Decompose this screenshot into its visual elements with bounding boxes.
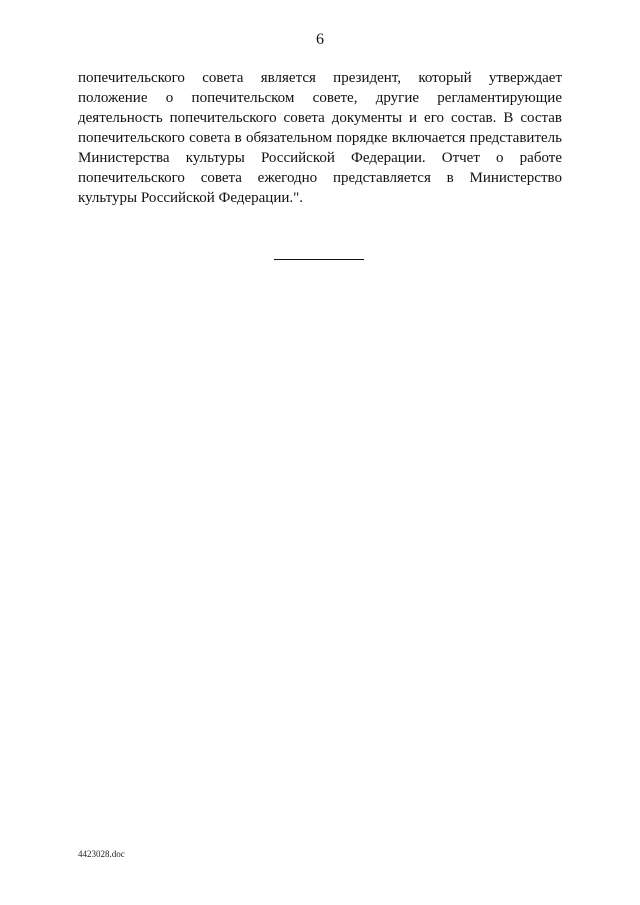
paragraph-line: деятельность попечительского совета документы и его состав. В состав <box>78 110 562 126</box>
paragraph-line: Министерства культуры Российской Федерации. Отчет о работе <box>78 150 562 166</box>
paragraph-line: попечительского совета в обязательном порядке включается представитель <box>78 130 562 146</box>
paragraph-line: попечительского совета является президент, который утверждает <box>78 70 562 86</box>
separator-line <box>274 259 364 260</box>
page-number: 6 <box>316 31 324 48</box>
body-paragraph <box>78 68 562 208</box>
footer-filename: 4423028.doc <box>78 849 125 859</box>
paragraph-line: положение о попечительском совете, другие регламентирующие <box>78 90 562 106</box>
paragraph-line: культуры Российской Федерации.". <box>78 190 303 206</box>
paragraph-line: попечительского совета ежегодно представляется в Министерство <box>78 170 562 186</box>
